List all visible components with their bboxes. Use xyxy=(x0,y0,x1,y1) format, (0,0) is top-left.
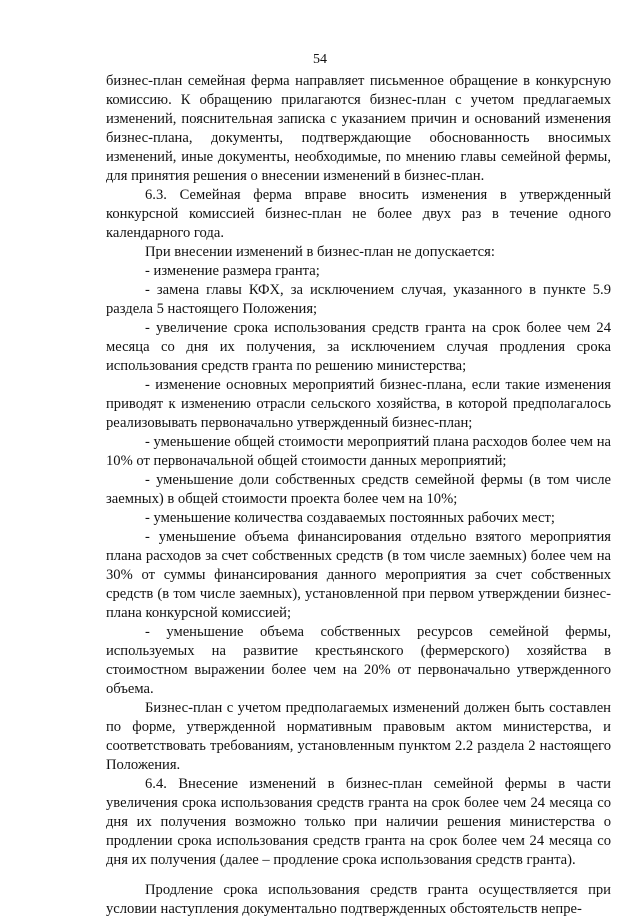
paragraph: 6.4. Внесение изменений в бизнес-план семейной фермы в части увеличения срока использования средств гранта на срок более чем 24 месяца со дня их получения возможно только при наличии решения министерства о продлении срока использования средств гранта на срок более чем 24 месяца со дня их получения (далее – продление срока использования средств гранта). xyxy=(106,776,611,868)
list-item: - уменьшение количества создаваемых постоянных рабочих мест; xyxy=(145,510,555,526)
list-item: - замена главы КФХ, за исключением случая, указанного в пункте 5.9 раздела 5 настоящего Положения; xyxy=(106,282,611,317)
list-item: - изменение размера гранта; xyxy=(145,263,320,279)
paragraph: бизнес-план семейная ферма направляет письменное обращение в конкурсную комиссию. К обращению прилагаются бизнес-план с учетом предлагаемых изменений, пояснительная записка с указанием причин и оснований изменения бизнес-плана, документы, подтверждающие обоснованность вносимых изменений, иные документы, необходимые, по мнению главы семейной фермы, для принятия решения о внесении изменений в бизнес-план. xyxy=(106,73,611,184)
paragraph: При внесении изменений в бизнес-план не допускается: xyxy=(145,244,495,260)
paragraph: Бизнес-план с учетом предполагаемых изменений должен быть составлен по форме, утвержденной нормативным правовым актом министерства, и соответствовать требованиям, установленным пунктом 2.2 раздела 2 настоящего Положения. xyxy=(106,700,611,773)
list-item: - уменьшение объема собственных ресурсов семейной фермы, используемых на развитие крестьянского (фермерского) хозяйства в стоимостном выражении более чем на 20% от первоначально утвержденного объема. xyxy=(106,624,611,697)
list-item: - уменьшение объема финансирования отдельно взятого мероприятия плана расходов за счет собственных средств (в том числе заемных) более чем на 30% от суммы финансирования данного мероприятия за счет собственных средств (в том числе заемных), установленной при первом утверждении бизнес-плана конкурсной комиссией; xyxy=(106,529,611,621)
paragraph: 6.3. Семейная ферма вправе вносить изменения в утвержденный конкурсной комиссией бизнес-план не более двух раз в течение одного календарного года. xyxy=(106,187,611,241)
list-item: - уменьшение доли собственных средств семейной фермы (в том числе заемных) в общей стоимости проекта более чем на 10%; xyxy=(106,472,611,507)
paragraph: Продление срока использования средств гранта осуществляется при условии наступления документально подтвержденных обстоятельств непре- xyxy=(106,882,611,917)
page-number: 54 xyxy=(313,52,327,67)
list-item: - уменьшение общей стоимости мероприятий плана расходов более чем на 10% от первоначальной общей стоимости данных мероприятий; xyxy=(106,434,611,469)
document-body xyxy=(106,72,611,919)
list-item: - увеличение срока использования средств гранта на срок более чем 24 месяца со дня их получения, за исключением случая продления срока использования средств гранта по решению министерства; xyxy=(106,320,611,374)
list-item: - изменение основных мероприятий бизнес-плана, если такие изменения приводят к изменению отрасли сельского хозяйства, в которой предполагалось реализовывать первоначально утвержденный бизнес-план; xyxy=(106,377,611,431)
